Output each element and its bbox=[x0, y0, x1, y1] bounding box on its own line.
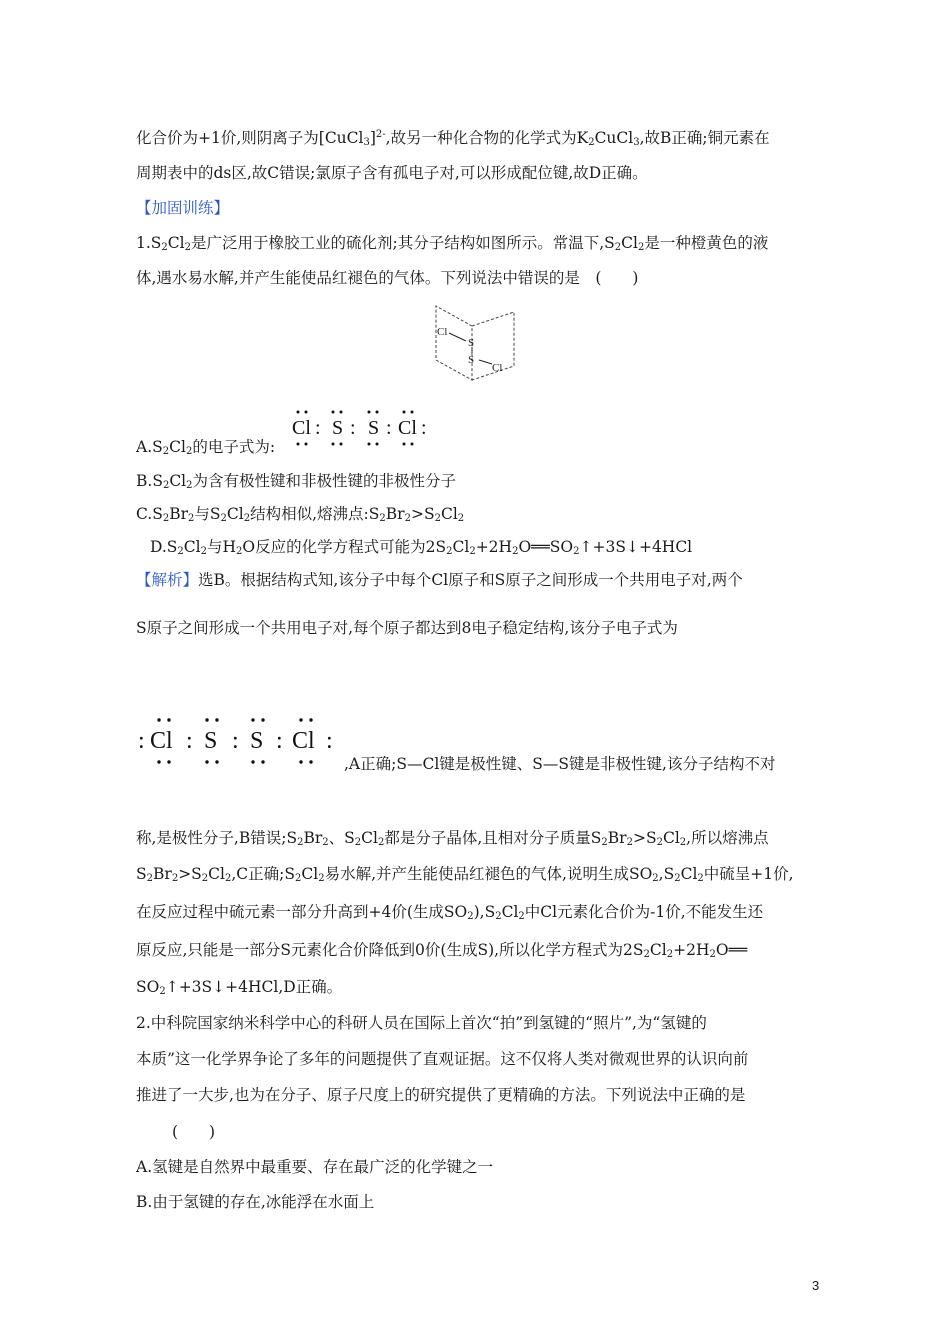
text-line-1: 化合价为+1价,则阴离子为[CuCl$_3$]$^{2-}$,故另一种化合物的化学式为$K_2CuCl_3$,故B正确;铜元素在 bbox=[136, 129, 770, 148]
analysis-line-1: 【解析】选B。根据结构式知,该分子中每个Cl原子和S原子之间形成一个共用电子对,两个 bbox=[136, 571, 743, 589]
svg-text:S: S bbox=[250, 728, 264, 754]
option-a: $A.S_2Cl_2$的电子式为: bbox=[136, 438, 276, 457]
question-1-line-1: $1.S_2Cl_2$是广泛用于橡胶工业的硫化剂;其分子结构如图所示。常温下$,S_2Cl_2$是一种橙黄色的液 bbox=[136, 234, 769, 253]
analysis-line-6: 在反应过程中硫元素一部分升高到+4价(生成$SO_2),S_2Cl_2$中Cl元素化合价为-1价,不能发生还 bbox=[136, 903, 764, 922]
option-d: $D.S_2Cl_2$与$H_2O$反应的化学方程式可能为$2S_2Cl_2+2H_2O══SO_2↑+3S↓+4HCl$ bbox=[150, 538, 693, 557]
svg-text:Cl: Cl bbox=[292, 728, 315, 754]
page-number: 3 bbox=[812, 1278, 820, 1293]
svg-text:S: S bbox=[332, 417, 344, 439]
svg-text::: : bbox=[232, 728, 239, 754]
question-2-option-b: B.由于氢键的存在,冰能浮在水面上 bbox=[136, 1193, 375, 1211]
svg-text::: : bbox=[326, 728, 333, 754]
analysis-line-8: $SO_2↑+3S↓+4HCl,D$正确。 bbox=[136, 978, 343, 997]
question-2-option-a: A.氢键是自然界中最重要、存在最广泛的化学键之一 bbox=[136, 1158, 494, 1176]
question-2-line-2: 本质”这一化学界争论了多年的问题提供了直观证据。这不仅将人类对微观世界的认识向前 bbox=[136, 1050, 749, 1068]
structure-cl-right: Cl bbox=[492, 362, 503, 374]
question-2-line-3: 推进了一大步,也为在分子、原子尺度上的研究提供了更精确的方法。下列说法中正确的是 bbox=[136, 1086, 746, 1104]
svg-text::: : bbox=[386, 417, 392, 439]
question-2-line-1: 2.中科院国家纳米科学中心的科研人员在国际上首次“拍”到氢键的“照片”,为“氢键的 bbox=[136, 1014, 707, 1032]
analysis-line-2: S原子之间形成一个共用电子对,每个原子都达到8电子稳定结构,该分子电子式为 bbox=[136, 619, 678, 637]
svg-text::: : bbox=[138, 728, 145, 754]
structure-cl-left: Cl bbox=[437, 326, 448, 338]
question-1-line-2: 体,遇水易水解,并产生能使品红褪色的气体。下列说法中错误的是 ( ) bbox=[136, 269, 639, 287]
svg-text::: : bbox=[421, 417, 427, 439]
electron-formula-small bbox=[290, 404, 436, 450]
analysis-line-4: 称,是极性分子,B错误$;S_2Br_2$、$S_2Cl_2$都是分子晶体,且相对分子质量$S_2Br_2>S_2Cl_2$,所以熔沸点 bbox=[136, 829, 769, 848]
option-c: $C.S_2Br_2$与$S_2Cl_2$结构相似,熔沸点$:S_2Br_2>S_2Cl_2$ bbox=[136, 505, 465, 524]
svg-text:S: S bbox=[368, 417, 380, 439]
electron-formula-large bbox=[138, 712, 344, 768]
structure-s-top: S bbox=[468, 337, 475, 349]
svg-text:Cl: Cl bbox=[292, 417, 311, 439]
structure-s-bottom: S bbox=[468, 354, 475, 366]
svg-text::: : bbox=[186, 728, 193, 754]
option-b: $B.S_2Cl_2$为含有极性键和非极性键的非极性分子 bbox=[136, 472, 457, 491]
svg-text::: : bbox=[276, 728, 283, 754]
analysis-tag: 【解析】 bbox=[136, 571, 199, 589]
svg-text::: : bbox=[315, 417, 321, 439]
analysis-line-5: $S_2Br_2>S_2Cl_2,C$正确$;S_2Cl_2$易水解,并产生能使品红褪色的气体,说明生成$SO_2,S_2Cl_2$中硫呈+1价, bbox=[136, 865, 794, 884]
svg-text::: : bbox=[350, 417, 356, 439]
analysis-line-3: ,A正确;S—Cl键是极性键、S—S键是非极性键,该分子结构不对 bbox=[344, 755, 776, 773]
question-2-answer-bracket: ( ) bbox=[172, 1123, 216, 1141]
s2cl2-structure-figure bbox=[428, 300, 524, 384]
reinforce-heading: 【加固训练】 bbox=[136, 199, 230, 217]
svg-text:Cl: Cl bbox=[150, 728, 173, 754]
svg-text:S: S bbox=[204, 728, 218, 754]
text-line-2: 周期表中的ds区,故C错误;氯原子含有孤电子对,可以形成配位键,故D正确。 bbox=[136, 164, 648, 182]
analysis-line-7: 原反应,只能是一部分S元素化合价降低到0价(生成S),所以化学方程式为$2S_2Cl_2+2H_2O══$ bbox=[136, 941, 748, 960]
svg-text:Cl: Cl bbox=[398, 417, 417, 439]
